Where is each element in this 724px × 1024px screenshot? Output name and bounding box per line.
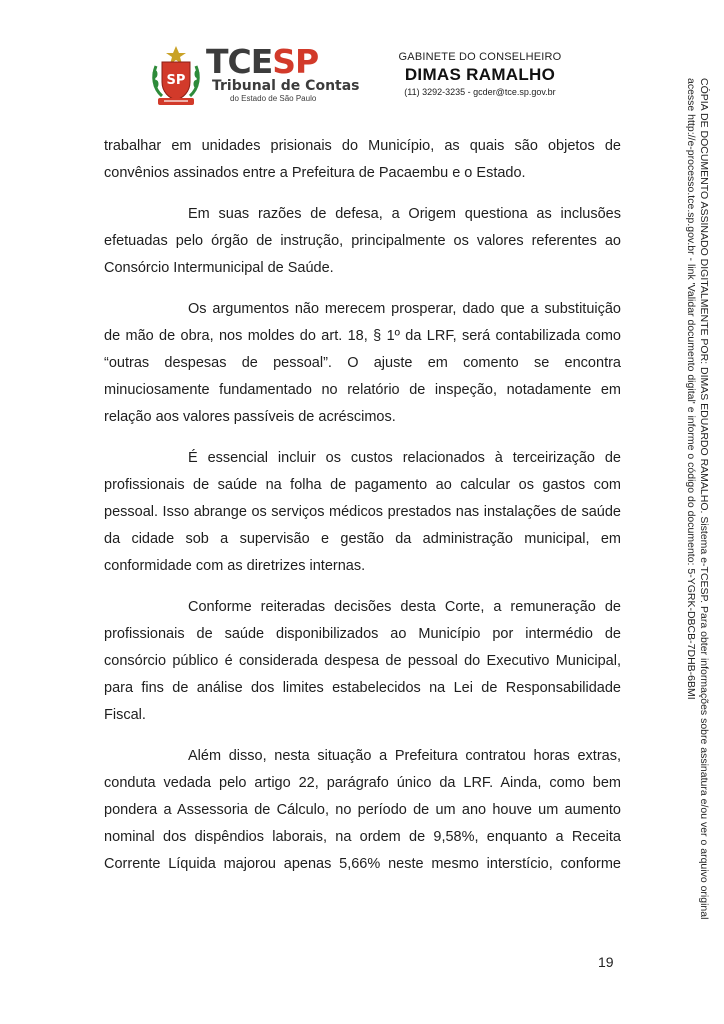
signature-note-line-1: CÓPIA DE DOCUMENTO ASSINADO DIGITALMENTE POR: DIMAS EDUARDO RAMALHO. Sistema e-TCESP. Para obter informações sobre assinatura e/ou ver o arquivo original xyxy=(698,78,710,920)
logo-tce: TCE xyxy=(206,42,273,81)
tcesp-logo xyxy=(150,42,360,110)
paragraph: Os argumentos não merecem prosperar, dado que a substituição de mão de obra, nos moldes do art. 18, § 1º da LRF, será contabilizada como “outras despesas de pessoal”. O ajuste em comento se encontra minuciosamente fundamentado no relatório de inspeção, notadamente em relação aos valores passíveis de acréscimos. xyxy=(104,301,621,425)
document-body xyxy=(104,133,621,892)
emblem-letters: SP xyxy=(166,73,186,88)
page-number: 19 xyxy=(598,954,614,970)
paragraph: Além disso, nesta situação a Prefeitura contratou horas extras, conduta vedada pelo artigo 22, parágrafo único da LRF. Ainda, como bem pondera a Assessoria de Cálculo, no período de um ano houve um aumento nominal dos dispêndios laborais, na ordem de 9,58%, enquanto a Receita Corrente Líquida majorou apenas 5,66% neste mesmo interstício, conforme xyxy=(104,748,621,872)
office-title: GABINETE DO CONSELHEIRO xyxy=(398,51,562,63)
councillor-name: DIMAS RAMALHO xyxy=(404,65,556,84)
digital-signature-note xyxy=(684,78,710,938)
office-contact: (11) 3292-3235 - gcder@tce.sp.gov.br xyxy=(404,87,556,97)
signature-note-line-2: acesse http://e-processo.tce.sp.gov.br - link 'Validar documento digital' e informe o código do documento: 5-YGRK-DBCB-7DHB-6BMI xyxy=(685,78,697,700)
logo-acronym xyxy=(206,44,318,80)
logo-estado: do Estado de São Paulo xyxy=(230,94,317,103)
paragraph: Em suas razões de defesa, a Origem questiona as inclusões efetuadas pelo órgão de instrução, principalmente os valores referentes ao Consórcio Intermunicipal de Saúde. xyxy=(104,206,621,276)
office-header xyxy=(370,50,590,98)
paragraph: Conforme reiteradas decisões desta Corte, a remuneração de profissionais de saúde disponibilizados ao Município por intermédio de consórcio público é considerada despesa de pessoal do Executivo Municipal, para fins de análise dos limites estabelecidos na Lei de Responsabilidade Fiscal. xyxy=(104,599,621,723)
paragraph: trabalhar em unidades prisionais do Município, as quais são objetos de convênios assinados entre a Prefeitura de Pacaembu e o Estado. xyxy=(104,138,621,181)
logo-sp: SP xyxy=(272,42,319,81)
logo-tribunal: Tribunal de Contas xyxy=(212,78,360,94)
sao-paulo-coat-of-arms-icon xyxy=(150,44,202,108)
paragraph: É essencial incluir os custos relacionados à terceirização de profissionais de saúde na folha de pagamento ao calcular os gastos com pessoal. Isso abrange os serviços médicos prestados nas instalações de saúde da cidade sob a supervisão e gestão da administração municipal, em conformidade com as diretrizes internas. xyxy=(104,450,621,574)
